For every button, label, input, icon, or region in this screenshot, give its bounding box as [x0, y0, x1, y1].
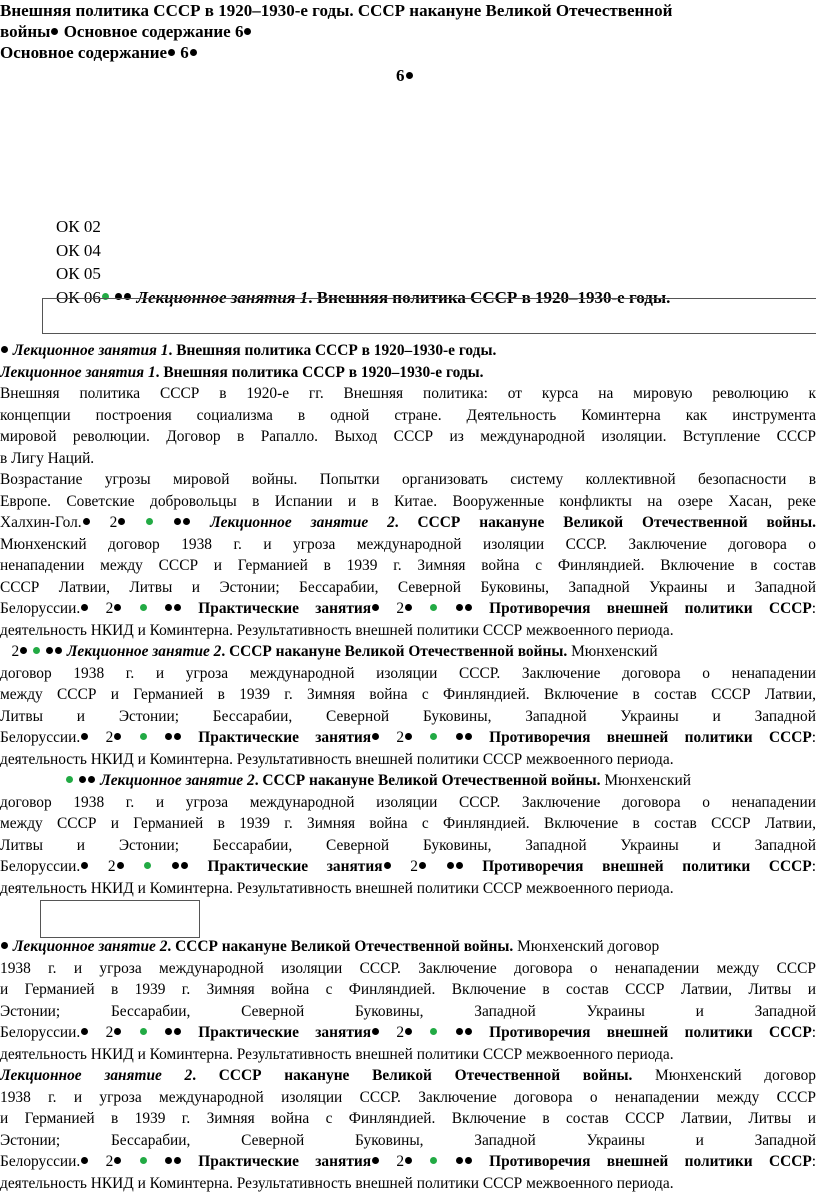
paragraph-text: Халхин-Гол.	[0, 514, 82, 531]
document-title	[0, 0, 816, 42]
practice-topic: Противоречия внешней политики СССР	[489, 729, 812, 746]
practice-label: Практические занятия	[207, 858, 383, 875]
green-bullet-icon	[146, 518, 153, 525]
bullet-icon	[174, 1028, 181, 1035]
practice-number: 2	[105, 1024, 114, 1041]
paragraph-text: Мюнхенский договор	[517, 938, 660, 955]
bullet-icon	[465, 1028, 472, 1035]
paragraph-text: Белоруссии.	[0, 1024, 81, 1041]
green-bullet-icon	[33, 647, 40, 654]
paragraph-text: Мюнхенский	[604, 772, 691, 789]
paragraph-line: Мюнхенский договор 1938 г. и угроза международной изоляции СССР. Заключение договора о	[0, 535, 816, 553]
bullet-icon	[384, 862, 391, 869]
content-block	[0, 340, 816, 899]
paragraph-line: Внешняя политика СССР в 1920-е гг. Внешняя политика: от курса на мировую революцию к	[0, 385, 816, 402]
bullet-icon	[456, 733, 463, 740]
practice-number: 2	[105, 729, 114, 746]
bullet-icon	[83, 518, 90, 525]
paragraph-line: в Лигу Наций.	[0, 449, 95, 467]
paragraph-text: Мюнхенский	[571, 643, 658, 660]
paragraph-line: договор 1938 г. и угроза международной изоляции СССР. Заключение договора о ненападении	[0, 793, 816, 811]
paragraph-text: Белоруссии.	[0, 600, 81, 617]
practice-number: 2	[107, 858, 116, 875]
paragraph-line: Эстонии; Бессарабии, Северной Буковины, Западной Украины и Западной	[0, 1002, 816, 1020]
paragraph-line: договор 1938 г. и угроза международной изоляции СССР. Заключение договора о ненападении	[0, 664, 816, 682]
bullet-icon	[405, 733, 412, 740]
green-bullet-icon	[430, 733, 437, 740]
green-bullet-icon	[144, 862, 151, 869]
paragraph-line: деятельность НКИД и Коминтерна. Результативность внешней политики СССР межвоенного периода.	[0, 1174, 674, 1192]
bullet-icon	[181, 862, 188, 869]
bullet-icon	[456, 1028, 463, 1035]
bullet-icon	[117, 862, 124, 869]
green-bullet-icon	[430, 1157, 437, 1164]
paragraph-line: 1938 г. и угроза международной изоляции СССР. Заключение договора о ненападении между СССР	[0, 1088, 816, 1106]
practice-topic: Противоречия внешней политики СССР	[489, 1024, 812, 1041]
paragraph-text: Мюнхенский договор	[655, 1067, 816, 1084]
practice-topic: Противоречия внешней политики СССР	[489, 600, 812, 617]
title-line-1: Внешняя политика СССР в 1920–1930-е годы. СССР накануне Великой Отечественной	[0, 1, 673, 20]
bullet-icon	[244, 28, 251, 35]
practice-topic: Противоречия внешней политики СССР	[489, 1153, 812, 1170]
bullet-icon	[172, 862, 179, 869]
empty-table-cell	[42, 298, 816, 334]
bullet-icon	[419, 862, 426, 869]
bullet-icon	[114, 733, 121, 740]
competency-item: ОК 02	[56, 217, 101, 236]
bullet-icon	[465, 733, 472, 740]
paragraph-line: деятельность НКИД и Коминтерна. Результативность внешней политики СССР межвоенного периода.	[0, 621, 674, 639]
practice-number: 2	[105, 1153, 114, 1170]
practice-topic: Противоречия внешней политики СССР	[482, 858, 812, 875]
bullet-icon	[405, 1028, 412, 1035]
practice-number: 2	[396, 600, 405, 617]
paragraph-line	[0, 770, 816, 792]
bullet-icon	[183, 518, 190, 525]
bullet-icon	[456, 862, 463, 869]
bullet-icon	[51, 28, 58, 35]
paragraph-text: Белоруссии.	[0, 729, 81, 746]
paragraph-line: 1938 г. и угроза международной изоляции СССР. Заключение договора о ненападении между СССР	[0, 959, 816, 977]
bullet-icon	[1, 942, 8, 949]
bullet-icon	[1, 346, 8, 353]
paragraph-line: ненападении между СССР и Германией в 1939 г. Зимняя война с Финляндией. Включение в состав	[0, 557, 816, 574]
bullet-icon	[168, 49, 175, 56]
title-line-2: войны	[0, 22, 51, 41]
paragraph-line	[0, 1065, 816, 1087]
bullet-icon	[46, 647, 53, 654]
bullet-icon	[165, 604, 172, 611]
practice-label: Практические занятия	[198, 1153, 372, 1170]
lecture-title: . СССР накануне Великой Отечественной войны.	[192, 1067, 633, 1084]
paragraph-line	[0, 641, 816, 663]
paragraph-line	[0, 936, 816, 958]
lecture-title: . Внешняя политика СССР в 1920–1930-е годы.	[155, 363, 484, 381]
green-bullet-icon	[140, 733, 147, 740]
bullet-icon	[174, 518, 181, 525]
title-section-label: Основное содержание	[59, 22, 231, 41]
section-subtitle	[0, 42, 816, 63]
bullet-icon	[405, 1157, 412, 1164]
bullet-icon	[79, 776, 86, 783]
bullet-icon	[174, 1157, 181, 1164]
green-bullet-icon	[140, 604, 147, 611]
bullet-icon	[174, 733, 181, 740]
bullet-icon	[165, 1028, 172, 1035]
lecture-number: 2	[11, 643, 20, 660]
paragraph-line: деятельность НКИД и Коминтерна. Результативность внешней политики СССР межвоенного периода.	[0, 750, 674, 768]
bullet-icon	[81, 1157, 88, 1164]
practice-number: 2	[396, 1024, 405, 1041]
green-bullet-icon	[66, 776, 73, 783]
bullet-icon	[372, 1157, 379, 1164]
paragraph-line: Белоруссии. 2 Практические занятия 2 Противоречия внешней политики СССР:	[0, 858, 816, 875]
lecture-title: . СССР накануне Великой Отечественной войны.	[254, 772, 601, 789]
practice-number: 2	[410, 858, 418, 875]
practice-label: Практические занятия	[198, 1024, 372, 1041]
paragraph-line: Белоруссии. 2 Практические занятия 2 Противоречия внешней политики СССР:	[0, 1024, 816, 1041]
page-marker	[396, 65, 414, 87]
paragraph-line: Возрастание угрозы мировой войны. Попытки организовать систему коллективной безопасности в	[0, 471, 816, 488]
bullet-icon	[372, 733, 379, 740]
bullet-icon	[405, 604, 412, 611]
paragraph-line: Литвы и Эстонии; Бессарабии, Северной Буковины, Западной Украины и Западной	[0, 707, 816, 725]
paragraph-line: деятельность НКИД и Коминтерна. Результативность внешней политики СССР межвоенного периода.	[0, 879, 674, 897]
paragraph-line: деятельность НКИД и Коминтерна. Результативность внешней политики СССР межвоенного периода.	[0, 1045, 674, 1063]
bullet-icon	[165, 1157, 172, 1164]
practice-label: Практические занятия	[198, 600, 372, 617]
paragraph-text: Белоруссии.	[0, 858, 81, 875]
paragraph-line: Литвы и Эстонии; Бессарабии, Северной Буковины, Западной Украины и Западной	[0, 836, 816, 854]
lecture-label: Лекционное занятия 1	[0, 363, 156, 381]
bullet-icon	[372, 604, 379, 611]
green-bullet-icon	[140, 1028, 147, 1035]
bullet-icon	[20, 647, 27, 654]
lecture-label: Лекционное занятия 1	[136, 287, 309, 307]
bullet-icon	[81, 733, 88, 740]
bullet-icon	[465, 604, 472, 611]
bullet-icon	[81, 604, 88, 611]
practice-label: Практические занятия	[198, 729, 372, 746]
competency-code: ОК 06	[56, 287, 101, 307]
paragraph-text: Белоруссии.	[0, 1153, 81, 1170]
bullet-icon	[456, 604, 463, 611]
competency-list	[56, 215, 670, 309]
paragraph-line	[0, 512, 816, 534]
practice-number: 2	[396, 1153, 405, 1170]
competency-item: ОК 05	[56, 264, 101, 283]
lecture-label: Лекционное занятие 2	[210, 514, 395, 531]
paragraph-line: между СССР и Германией в 1939 г. Зимняя война с Финляндией. Включение в состав СССР Латвии,	[0, 815, 816, 832]
lecture-title: . СССР накануне Великой Отечественной войны.	[221, 643, 568, 660]
lecture-title: . СССР накануне Великой Отечественной войны.	[394, 514, 816, 531]
green-bullet-icon	[140, 1157, 147, 1164]
practice-number: 2	[105, 600, 114, 617]
content-block	[0, 936, 816, 1194]
lecture-title: . СССР накануне Великой Отечественной войны.	[167, 938, 514, 955]
bullet-icon	[165, 733, 172, 740]
practice-number: 2	[396, 729, 405, 746]
paragraph-line: Белоруссии. 2 Практические занятия 2 Противоречия внешней политики СССР:	[0, 729, 816, 746]
paragraph-line: Белоруссии. 2 Практические занятия 2 Противоречия внешней политики СССР:	[0, 1153, 816, 1170]
bullet-icon	[174, 604, 181, 611]
bullet-icon	[447, 862, 454, 869]
bullet-icon	[55, 647, 62, 654]
lecture-label: Лекционное занятие 2	[0, 1067, 193, 1084]
bullet-icon	[406, 72, 413, 79]
lecture-label: Лекционное занятие 2	[100, 772, 255, 789]
bullet-icon	[190, 49, 197, 56]
bullet-icon	[114, 1028, 121, 1035]
lecture-label: Лекционное занятия 1	[12, 342, 169, 359]
document-header	[0, 0, 816, 63]
competency-item: ОК 04	[56, 240, 101, 260]
paragraph-line: концепции построения социализма в одной стране. Деятельность Коминтерна как инструмента	[0, 406, 816, 424]
paragraph-line: и Германией в 1939 г. Зимняя война с Финляндией. Включение в состав СССР Латвии, Литвы и	[0, 981, 816, 998]
bullet-icon	[118, 518, 125, 525]
paragraph-line: и Германией в 1939 г. Зимняя война с Финляндией. Включение в состав СССР Латвии, Литвы и	[0, 1110, 816, 1127]
paragraph-line: мировой революции. Договор в Рапалло. Выход СССР из международной изоляции. Вступление СССР	[0, 428, 816, 445]
paragraph-line: Европе. Советские добровольцы в Испании и в Китае. Вооруженные конфликты на озере Хасан, реке	[0, 492, 816, 510]
empty-table-cell	[40, 900, 200, 938]
lecture-title: . Внешняя политика СССР в 1920–1930-е годы.	[308, 287, 671, 307]
subtitle-label: Основное содержание	[0, 43, 168, 62]
lecture-number: 2	[109, 514, 118, 531]
lecture-title: . Внешняя политика СССР в 1920–1930-е годы.	[168, 342, 497, 359]
green-bullet-icon	[430, 1028, 437, 1035]
bullet-icon	[88, 776, 95, 783]
title-section-number: 6	[230, 22, 244, 41]
bullet-icon	[114, 604, 121, 611]
paragraph-line: Эстонии; Бессарабии, Северной Буковины, Западной Украины и Западной	[0, 1131, 816, 1149]
subtitle-number: 6	[176, 43, 189, 62]
bullet-icon	[81, 862, 88, 869]
green-bullet-icon	[430, 604, 437, 611]
bullet-icon	[465, 1157, 472, 1164]
bullet-icon	[372, 1028, 379, 1035]
paragraph-line: СССР Латвии, Литвы и Эстонии; Бессарабии, Северной Буковины, Западной Украины и Западной	[0, 578, 816, 596]
lecture-label: Лекционное занятие 2	[12, 938, 168, 955]
paragraph-line: Белоруссии. 2 Практические занятия 2 Противоречия внешней политики СССР:	[0, 600, 816, 617]
paragraph-line: между СССР и Германией в 1939 г. Зимняя война с Финляндией. Включение в состав СССР Латвии,	[0, 686, 816, 703]
lecture-label: Лекционное занятие 2	[66, 643, 222, 660]
page-marker-number: 6	[396, 66, 405, 85]
bullet-icon	[456, 1157, 463, 1164]
bullet-icon	[81, 1028, 88, 1035]
bullet-icon	[114, 1157, 121, 1164]
